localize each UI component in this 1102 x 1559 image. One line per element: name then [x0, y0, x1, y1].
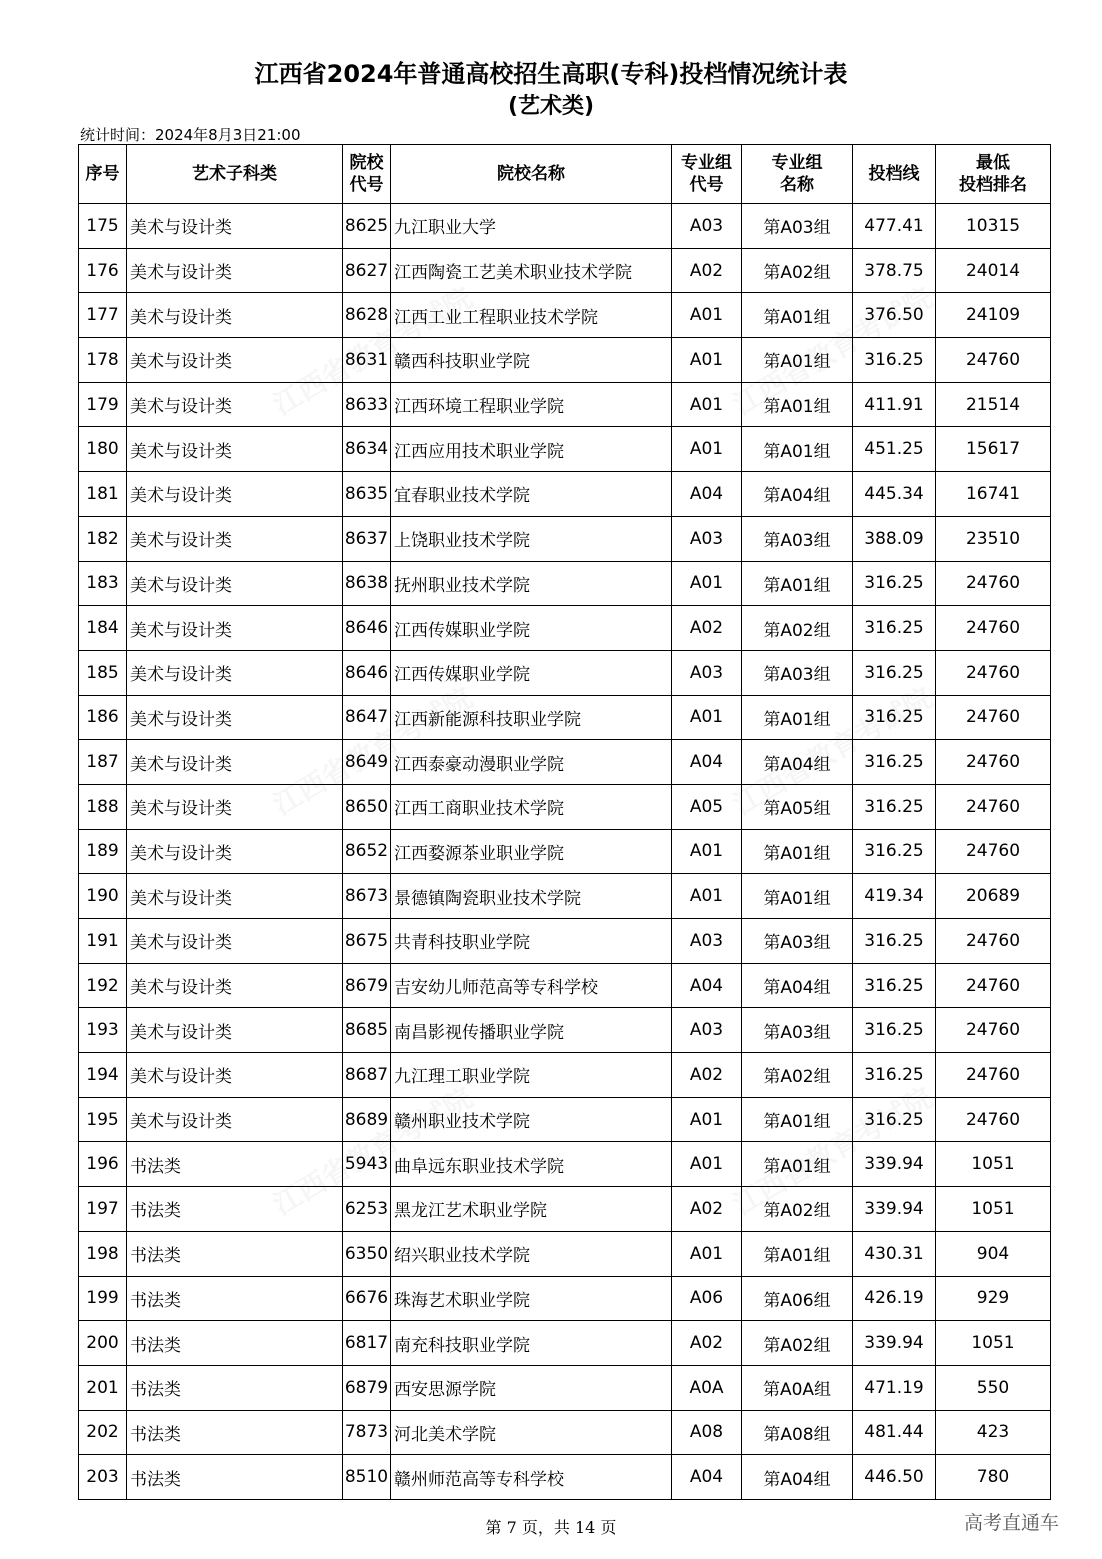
- subject-cell: 书法类: [127, 1142, 343, 1187]
- school-name-cell: 抚州职业技术学院: [391, 561, 672, 606]
- seq-cell: 196: [79, 1142, 127, 1187]
- subject-cell: 美术与设计类: [127, 338, 343, 383]
- seq-cell: 188: [79, 784, 127, 829]
- school-name-cell: 南充科技职业学院: [391, 1321, 672, 1366]
- subject-cell: 美术与设计类: [127, 1053, 343, 1098]
- group-name-cell: 第A08组: [742, 1410, 853, 1455]
- header-group-code-line1: 专业组: [681, 153, 732, 173]
- score-cell: 339.94: [853, 1187, 936, 1232]
- subject-cell: 书法类: [127, 1410, 343, 1455]
- group-name-cell: 第A02组: [742, 1187, 853, 1232]
- score-cell: 426.19: [853, 1276, 936, 1321]
- subject-cell: 美术与设计类: [127, 606, 343, 651]
- table-row: [79, 1187, 1051, 1232]
- group-name-cell: 第A02组: [742, 606, 853, 651]
- min-rank-cell: 24760: [936, 650, 1051, 695]
- min-rank-cell: 24760: [936, 1008, 1051, 1053]
- school-code-cell: 8647: [343, 695, 391, 740]
- group-code-cell: A05: [672, 784, 742, 829]
- seq-cell: 191: [79, 919, 127, 964]
- table-row: [79, 740, 1051, 785]
- group-name-cell: 第A01组: [742, 874, 853, 919]
- school-name-cell: 共青科技职业学院: [391, 919, 672, 964]
- header-score: 投档线: [853, 145, 936, 204]
- group-code-cell: A01: [672, 382, 742, 427]
- school-name-cell: 景德镇陶瓷职业技术学院: [391, 874, 672, 919]
- school-code-cell: 8646: [343, 650, 391, 695]
- score-cell: 451.25: [853, 427, 936, 472]
- subject-cell: 美术与设计类: [127, 561, 343, 606]
- score-cell: 316.25: [853, 740, 936, 785]
- group-name-cell: 第A01组: [742, 561, 853, 606]
- group-code-cell: A0A: [672, 1365, 742, 1410]
- group-name-cell: 第A03组: [742, 650, 853, 695]
- min-rank-cell: 24760: [936, 338, 1051, 383]
- min-rank-cell: 21514: [936, 382, 1051, 427]
- school-name-cell: 九江理工职业学院: [391, 1053, 672, 1098]
- school-code-cell: 8649: [343, 740, 391, 785]
- table-row: [79, 784, 1051, 829]
- subject-cell: 美术与设计类: [127, 650, 343, 695]
- group-code-cell: A04: [672, 740, 742, 785]
- header-group-code: [672, 145, 742, 204]
- group-code-cell: A02: [672, 1187, 742, 1232]
- subject-cell: 美术与设计类: [127, 382, 343, 427]
- min-rank-cell: 24760: [936, 1097, 1051, 1142]
- school-code-cell: 8685: [343, 1008, 391, 1053]
- table-row: [79, 650, 1051, 695]
- seq-cell: 190: [79, 874, 127, 919]
- school-code-cell: 8634: [343, 427, 391, 472]
- table-body: [79, 204, 1051, 1500]
- group-name-cell: 第A01组: [742, 293, 853, 338]
- group-name-cell: 第A01组: [742, 1142, 853, 1187]
- seq-cell: 177: [79, 293, 127, 338]
- school-code-cell: 8637: [343, 516, 391, 561]
- seq-cell: 199: [79, 1276, 127, 1321]
- subject-cell: 书法类: [127, 1187, 343, 1232]
- page-subtitle: (艺术类): [507, 94, 595, 119]
- group-code-cell: A02: [672, 1053, 742, 1098]
- school-code-cell: 8673: [343, 874, 391, 919]
- group-name-cell: 第A01组: [742, 427, 853, 472]
- group-name-cell: 第A04组: [742, 1455, 853, 1500]
- header-group-name-line1: 专业组: [771, 153, 823, 173]
- min-rank-cell: 904: [936, 1231, 1051, 1276]
- school-name-cell: 江西工商职业技术学院: [391, 784, 672, 829]
- school-code-cell: 8625: [343, 204, 391, 249]
- school-name-cell: 上饶职业技术学院: [391, 516, 672, 561]
- score-cell: 388.09: [853, 516, 936, 561]
- subject-cell: 美术与设计类: [127, 516, 343, 561]
- group-code-cell: A01: [672, 293, 742, 338]
- school-name-cell: 吉安幼儿师范高等专科学校: [391, 963, 672, 1008]
- school-name-cell: 珠海艺术职业学院: [391, 1276, 672, 1321]
- table-row: [79, 561, 1051, 606]
- school-name-cell: 宜春职业技术学院: [391, 472, 672, 517]
- brand-label: 高考直通车: [964, 1512, 1060, 1534]
- min-rank-cell: 24109: [936, 293, 1051, 338]
- header-school-name: 院校名称: [391, 145, 672, 204]
- group-name-cell: 第A05组: [742, 784, 853, 829]
- group-name-cell: 第A03组: [742, 1008, 853, 1053]
- group-code-cell: A01: [672, 561, 742, 606]
- header-min-rank-line1: 最低: [976, 153, 1010, 173]
- seq-cell: 197: [79, 1187, 127, 1232]
- school-name-cell: 江西新能源科技职业学院: [391, 695, 672, 740]
- table-row: [79, 1455, 1051, 1500]
- subject-cell: 书法类: [127, 1365, 343, 1410]
- min-rank-cell: 15617: [936, 427, 1051, 472]
- table-row: [79, 1097, 1051, 1142]
- group-name-cell: 第A01组: [742, 829, 853, 874]
- table-row: [79, 695, 1051, 740]
- table-row: [79, 293, 1051, 338]
- subject-cell: 美术与设计类: [127, 427, 343, 472]
- min-rank-cell: 23510: [936, 516, 1051, 561]
- group-name-cell: 第A04组: [742, 472, 853, 517]
- table-row: [79, 919, 1051, 964]
- school-code-cell: 6350: [343, 1231, 391, 1276]
- group-code-cell: A04: [672, 1455, 742, 1500]
- page-title: 江西省2024年普通高校招生高职(专科)投档情况统计表: [254, 60, 848, 88]
- subject-cell: 美术与设计类: [127, 874, 343, 919]
- school-name-cell: 江西陶瓷工艺美术职业技术学院: [391, 248, 672, 293]
- seq-cell: 186: [79, 695, 127, 740]
- school-code-cell: 5943: [343, 1142, 391, 1187]
- score-cell: 339.94: [853, 1142, 936, 1187]
- subject-cell: 美术与设计类: [127, 204, 343, 249]
- group-code-cell: A01: [672, 874, 742, 919]
- table-row: [79, 1276, 1051, 1321]
- group-code-cell: A02: [672, 1321, 742, 1366]
- min-rank-cell: 780: [936, 1455, 1051, 1500]
- subject-cell: 美术与设计类: [127, 1097, 343, 1142]
- group-code-cell: A03: [672, 1008, 742, 1053]
- group-name-cell: 第A01组: [742, 1097, 853, 1142]
- score-cell: 316.25: [853, 963, 936, 1008]
- subject-cell: 美术与设计类: [127, 248, 343, 293]
- school-name-cell: 江西泰豪动漫职业学院: [391, 740, 672, 785]
- subject-cell: 美术与设计类: [127, 472, 343, 517]
- school-name-cell: 西安思源学院: [391, 1365, 672, 1410]
- header-school-code: [343, 145, 391, 204]
- subject-cell: 书法类: [127, 1321, 343, 1366]
- subject-cell: 美术与设计类: [127, 919, 343, 964]
- min-rank-cell: 24760: [936, 784, 1051, 829]
- group-code-cell: A01: [672, 338, 742, 383]
- min-rank-cell: 20689: [936, 874, 1051, 919]
- seq-cell: 179: [79, 382, 127, 427]
- seq-cell: 189: [79, 829, 127, 874]
- school-code-cell: 8675: [343, 919, 391, 964]
- group-name-cell: 第A03组: [742, 516, 853, 561]
- header-school-code-line1: 院校: [349, 153, 384, 173]
- school-code-cell: 8650: [343, 784, 391, 829]
- score-cell: 316.25: [853, 606, 936, 651]
- seq-cell: 193: [79, 1008, 127, 1053]
- header-group-name-line2: 名称: [780, 175, 814, 195]
- subject-cell: 书法类: [127, 1231, 343, 1276]
- group-name-cell: 第A03组: [742, 919, 853, 964]
- score-cell: 316.25: [853, 784, 936, 829]
- seq-cell: 176: [79, 248, 127, 293]
- min-rank-cell: 24760: [936, 919, 1051, 964]
- seq-cell: 175: [79, 204, 127, 249]
- school-code-cell: 8679: [343, 963, 391, 1008]
- school-name-cell: 江西工业工程职业技术学院: [391, 293, 672, 338]
- school-name-cell: 九江职业大学: [391, 204, 672, 249]
- subject-cell: 书法类: [127, 1455, 343, 1500]
- min-rank-cell: 24760: [936, 963, 1051, 1008]
- seq-cell: 180: [79, 427, 127, 472]
- group-name-cell: 第A02组: [742, 1053, 853, 1098]
- group-code-cell: A02: [672, 606, 742, 651]
- group-code-cell: A04: [672, 472, 742, 517]
- table-row: [79, 1053, 1051, 1098]
- table-row: [79, 1231, 1051, 1276]
- subject-cell: 美术与设计类: [127, 963, 343, 1008]
- table-row: [79, 1142, 1051, 1187]
- score-cell: 316.25: [853, 650, 936, 695]
- table-row: [79, 338, 1051, 383]
- group-code-cell: A01: [672, 1097, 742, 1142]
- school-name-cell: 赣西科技职业学院: [391, 338, 672, 383]
- score-cell: 481.44: [853, 1410, 936, 1455]
- header-group-code-line2: 代号: [689, 175, 724, 195]
- school-name-cell: 赣州师范高等专科学校: [391, 1455, 672, 1500]
- table-row: [79, 516, 1051, 561]
- score-cell: 316.25: [853, 919, 936, 964]
- group-name-cell: 第A01组: [742, 695, 853, 740]
- school-code-cell: 6253: [343, 1187, 391, 1232]
- score-cell: 316.25: [853, 561, 936, 606]
- seq-cell: 181: [79, 472, 127, 517]
- table-row: [79, 427, 1051, 472]
- school-code-cell: 8652: [343, 829, 391, 874]
- table-row: [79, 382, 1051, 427]
- school-code-cell: 8627: [343, 248, 391, 293]
- subject-cell: 美术与设计类: [127, 1008, 343, 1053]
- group-code-cell: A03: [672, 516, 742, 561]
- school-code-cell: 7873: [343, 1410, 391, 1455]
- score-cell: 316.25: [853, 1008, 936, 1053]
- table-row: [79, 1365, 1051, 1410]
- group-code-cell: A01: [672, 695, 742, 740]
- group-name-cell: 第A04组: [742, 963, 853, 1008]
- score-cell: 446.50: [853, 1455, 936, 1500]
- school-code-cell: 8687: [343, 1053, 391, 1098]
- school-name-cell: 江西应用技术职业学院: [391, 427, 672, 472]
- group-code-cell: A01: [672, 427, 742, 472]
- header-group-name: [742, 145, 853, 204]
- score-cell: 419.34: [853, 874, 936, 919]
- min-rank-cell: 1051: [936, 1187, 1051, 1232]
- table-row: [79, 248, 1051, 293]
- group-code-cell: A03: [672, 650, 742, 695]
- header-subject: 艺术子科类: [127, 145, 343, 204]
- table-header-row: [79, 145, 1051, 204]
- admission-table: [78, 144, 1051, 1500]
- min-rank-cell: 423: [936, 1410, 1051, 1455]
- score-cell: 316.25: [853, 1097, 936, 1142]
- score-cell: 477.41: [853, 204, 936, 249]
- min-rank-cell: 24760: [936, 740, 1051, 785]
- school-name-cell: 南昌影视传播职业学院: [391, 1008, 672, 1053]
- seq-cell: 187: [79, 740, 127, 785]
- table-row: [79, 1410, 1051, 1455]
- school-code-cell: 8510: [343, 1455, 391, 1500]
- min-rank-cell: 24760: [936, 606, 1051, 651]
- school-code-cell: 6676: [343, 1276, 391, 1321]
- school-name-cell: 江西传媒职业学院: [391, 606, 672, 651]
- min-rank-cell: 16741: [936, 472, 1051, 517]
- group-code-cell: A03: [672, 204, 742, 249]
- school-code-cell: 6879: [343, 1365, 391, 1410]
- min-rank-cell: 929: [936, 1276, 1051, 1321]
- school-name-cell: 江西传媒职业学院: [391, 650, 672, 695]
- school-name-cell: 江西婺源茶业职业学院: [391, 829, 672, 874]
- seq-cell: 203: [79, 1455, 127, 1500]
- table-row: [79, 829, 1051, 874]
- group-name-cell: 第A04组: [742, 740, 853, 785]
- group-name-cell: 第A01组: [742, 338, 853, 383]
- school-name-cell: 赣州职业技术学院: [391, 1097, 672, 1142]
- score-cell: 316.25: [853, 695, 936, 740]
- group-name-cell: 第A01组: [742, 1231, 853, 1276]
- group-name-cell: 第A02组: [742, 1321, 853, 1366]
- score-cell: 339.94: [853, 1321, 936, 1366]
- min-rank-cell: 24760: [936, 829, 1051, 874]
- header-min-rank-line2: 投档排名: [959, 175, 1027, 195]
- seq-cell: 198: [79, 1231, 127, 1276]
- subject-cell: 书法类: [127, 1276, 343, 1321]
- page-footer: 第 7 页，共 14 页: [485, 1518, 617, 1537]
- score-cell: 378.75: [853, 248, 936, 293]
- school-code-cell: 6817: [343, 1321, 391, 1366]
- table-row: [79, 963, 1051, 1008]
- group-name-cell: 第A06组: [742, 1276, 853, 1321]
- school-name-cell: 绍兴职业技术学院: [391, 1231, 672, 1276]
- school-code-cell: 8628: [343, 293, 391, 338]
- table-row: [79, 606, 1051, 651]
- school-name-cell: 黑龙江艺术职业学院: [391, 1187, 672, 1232]
- seq-cell: 184: [79, 606, 127, 651]
- header-school-code-line2: 代号: [349, 175, 384, 195]
- score-cell: 316.25: [853, 338, 936, 383]
- min-rank-cell: 24014: [936, 248, 1051, 293]
- school-code-cell: 8631: [343, 338, 391, 383]
- school-name-cell: 曲阜远东职业技术学院: [391, 1142, 672, 1187]
- seq-cell: 192: [79, 963, 127, 1008]
- group-name-cell: 第A02组: [742, 248, 853, 293]
- subject-cell: 美术与设计类: [127, 784, 343, 829]
- stat-time: 统计时间：2024年8月3日21:00: [80, 126, 301, 144]
- group-name-cell: 第A0A组: [742, 1365, 853, 1410]
- table-row: [79, 874, 1051, 919]
- subject-cell: 美术与设计类: [127, 829, 343, 874]
- score-cell: 430.31: [853, 1231, 936, 1276]
- table-row: [79, 204, 1051, 249]
- group-code-cell: A04: [672, 963, 742, 1008]
- seq-cell: 201: [79, 1365, 127, 1410]
- score-cell: 471.19: [853, 1365, 936, 1410]
- min-rank-cell: 1051: [936, 1142, 1051, 1187]
- seq-cell: 194: [79, 1053, 127, 1098]
- score-cell: 316.25: [853, 1053, 936, 1098]
- min-rank-cell: 10315: [936, 204, 1051, 249]
- min-rank-cell: 1051: [936, 1321, 1051, 1366]
- min-rank-cell: 550: [936, 1365, 1051, 1410]
- score-cell: 376.50: [853, 293, 936, 338]
- score-cell: 316.25: [853, 829, 936, 874]
- school-code-cell: 8646: [343, 606, 391, 651]
- group-code-cell: A06: [672, 1276, 742, 1321]
- group-name-cell: 第A03组: [742, 204, 853, 249]
- table-row: [79, 1321, 1051, 1366]
- group-code-cell: A03: [672, 919, 742, 964]
- school-code-cell: 8635: [343, 472, 391, 517]
- table-row: [79, 1008, 1051, 1053]
- subject-cell: 美术与设计类: [127, 740, 343, 785]
- table-row: [79, 472, 1051, 517]
- seq-cell: 182: [79, 516, 127, 561]
- seq-cell: 202: [79, 1410, 127, 1455]
- score-cell: 445.34: [853, 472, 936, 517]
- min-rank-cell: 24760: [936, 1053, 1051, 1098]
- subject-cell: 美术与设计类: [127, 695, 343, 740]
- header-seq: 序号: [79, 145, 127, 204]
- seq-cell: 185: [79, 650, 127, 695]
- score-cell: 411.91: [853, 382, 936, 427]
- seq-cell: 178: [79, 338, 127, 383]
- group-code-cell: A01: [672, 1231, 742, 1276]
- group-code-cell: A01: [672, 829, 742, 874]
- group-code-cell: A02: [672, 248, 742, 293]
- school-name-cell: 江西环境工程职业学院: [391, 382, 672, 427]
- group-name-cell: 第A01组: [742, 382, 853, 427]
- min-rank-cell: 24760: [936, 561, 1051, 606]
- header-min-rank: [936, 145, 1051, 204]
- seq-cell: 200: [79, 1321, 127, 1366]
- seq-cell: 195: [79, 1097, 127, 1142]
- group-code-cell: A01: [672, 1142, 742, 1187]
- min-rank-cell: 24760: [936, 695, 1051, 740]
- subject-cell: 美术与设计类: [127, 293, 343, 338]
- school-name-cell: 河北美术学院: [391, 1410, 672, 1455]
- school-code-cell: 8633: [343, 382, 391, 427]
- seq-cell: 183: [79, 561, 127, 606]
- school-code-cell: 8638: [343, 561, 391, 606]
- group-code-cell: A08: [672, 1410, 742, 1455]
- school-code-cell: 8689: [343, 1097, 391, 1142]
